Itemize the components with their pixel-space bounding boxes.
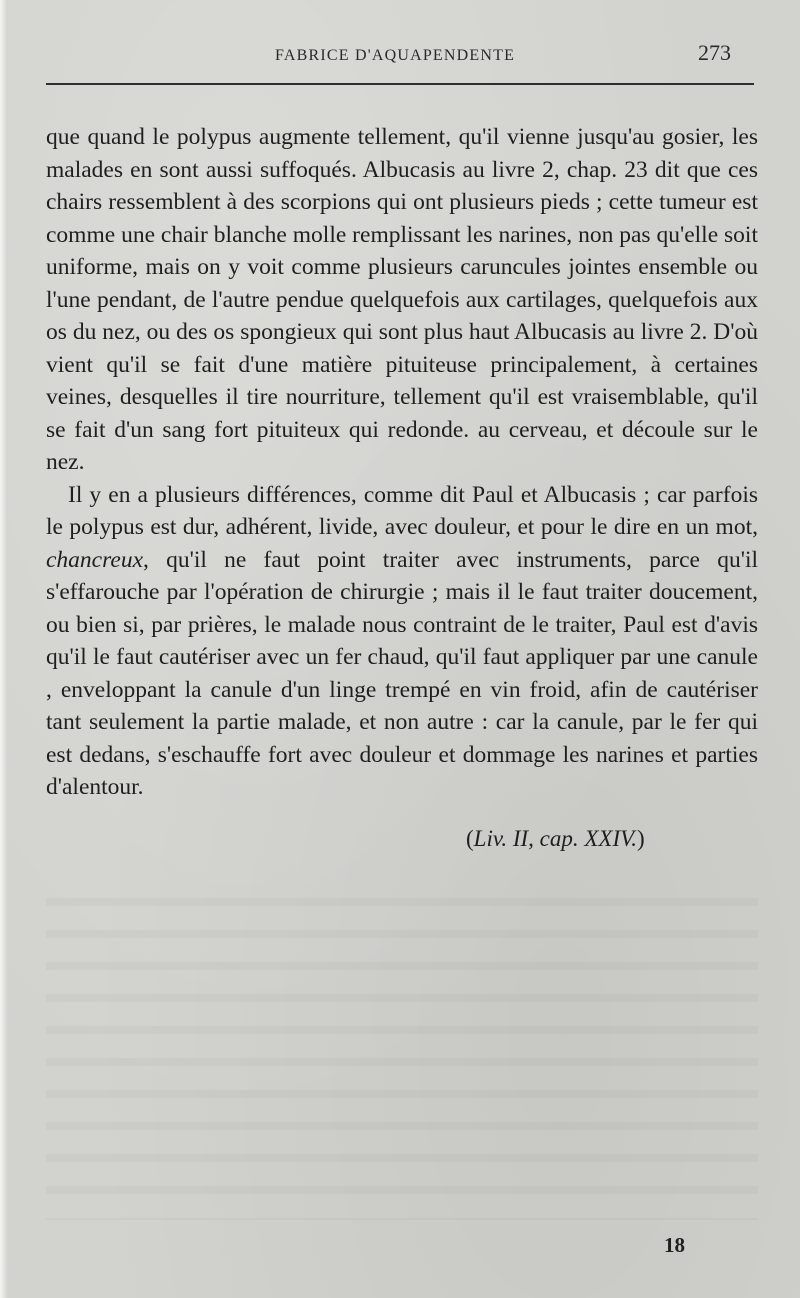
paragraph-1: que quand le polypus augmente tellement, qu'il vienne jusqu'au gosier, les malades en sont aussi suffoqués. Albucasis au livre 2, chap. 23 dit que ces chairs ressemblent à des scorpions qui ont plusieurs pieds ; cette tumeur est comme une chair blanche molle remplissant les narines, non pas qu'elle soit uniforme, mais on y voit comme plusieurs caruncules jointes ensemble ou l'une pendant, de l'autre pendue quelquefois aux cartilages, quelquefois aux os du nez, ou des os spongieux qui sont plus haut Albucasis au livre 2. D'où vient qu'il se fait d'une matière pituiteuse principalement, à certaines veines, desquelles il tire nourriture, tellement qu'il est vraisemblable, qu'il se fait d'un sang fort pituiteux qui redonde. au cerveau, et découle sur le nez. [46, 124, 758, 475]
citation-open: ( [466, 826, 474, 851]
bleed-through-shadow [46, 880, 758, 1220]
header-rule [46, 83, 754, 85]
citation-text: Liv. II, cap. XXIV. [473, 826, 637, 851]
paragraph-2-part-2: , qu'il ne faut point traiter avec instruments, parce qu'il s'effarouche par l'opération de chirurgie ; mais il le faut traiter doucement, ou bien si, par prières, le malade nous contraint de le traiter, Paul est d'avis qu'il le faut cautériser avec un fer chaud, qu'il faut appliquer par une canule , enveloppant la canule d'un linge trempé en vin froid, afin de cautériser tant seulement la partie malade, et non autre : car la canule, par le fer qui est dedans, s'eschauffe fort avec douleur et dommage les narines et parties d'alentour. [46, 546, 758, 800]
paragraph-2-italic: chancreux [46, 546, 143, 573]
running-title: FABRICE D'AQUAPENDENTE [275, 47, 516, 64]
citation-close: ) [636, 826, 645, 851]
paragraph-2-part-1: Il y en a plusieurs différences, comme dit Paul et Albucasis ; car parfois le polypus est dur, adhérent, livide, avec douleur, et pour le dire en un mot, [46, 481, 758, 540]
page-number: 273 [698, 40, 731, 65]
citation [466, 826, 645, 852]
signature-mark: 18 [664, 1233, 685, 1257]
body-text [46, 121, 758, 804]
page-edge [0, 0, 8, 1298]
paragraph-2 [46, 479, 758, 804]
